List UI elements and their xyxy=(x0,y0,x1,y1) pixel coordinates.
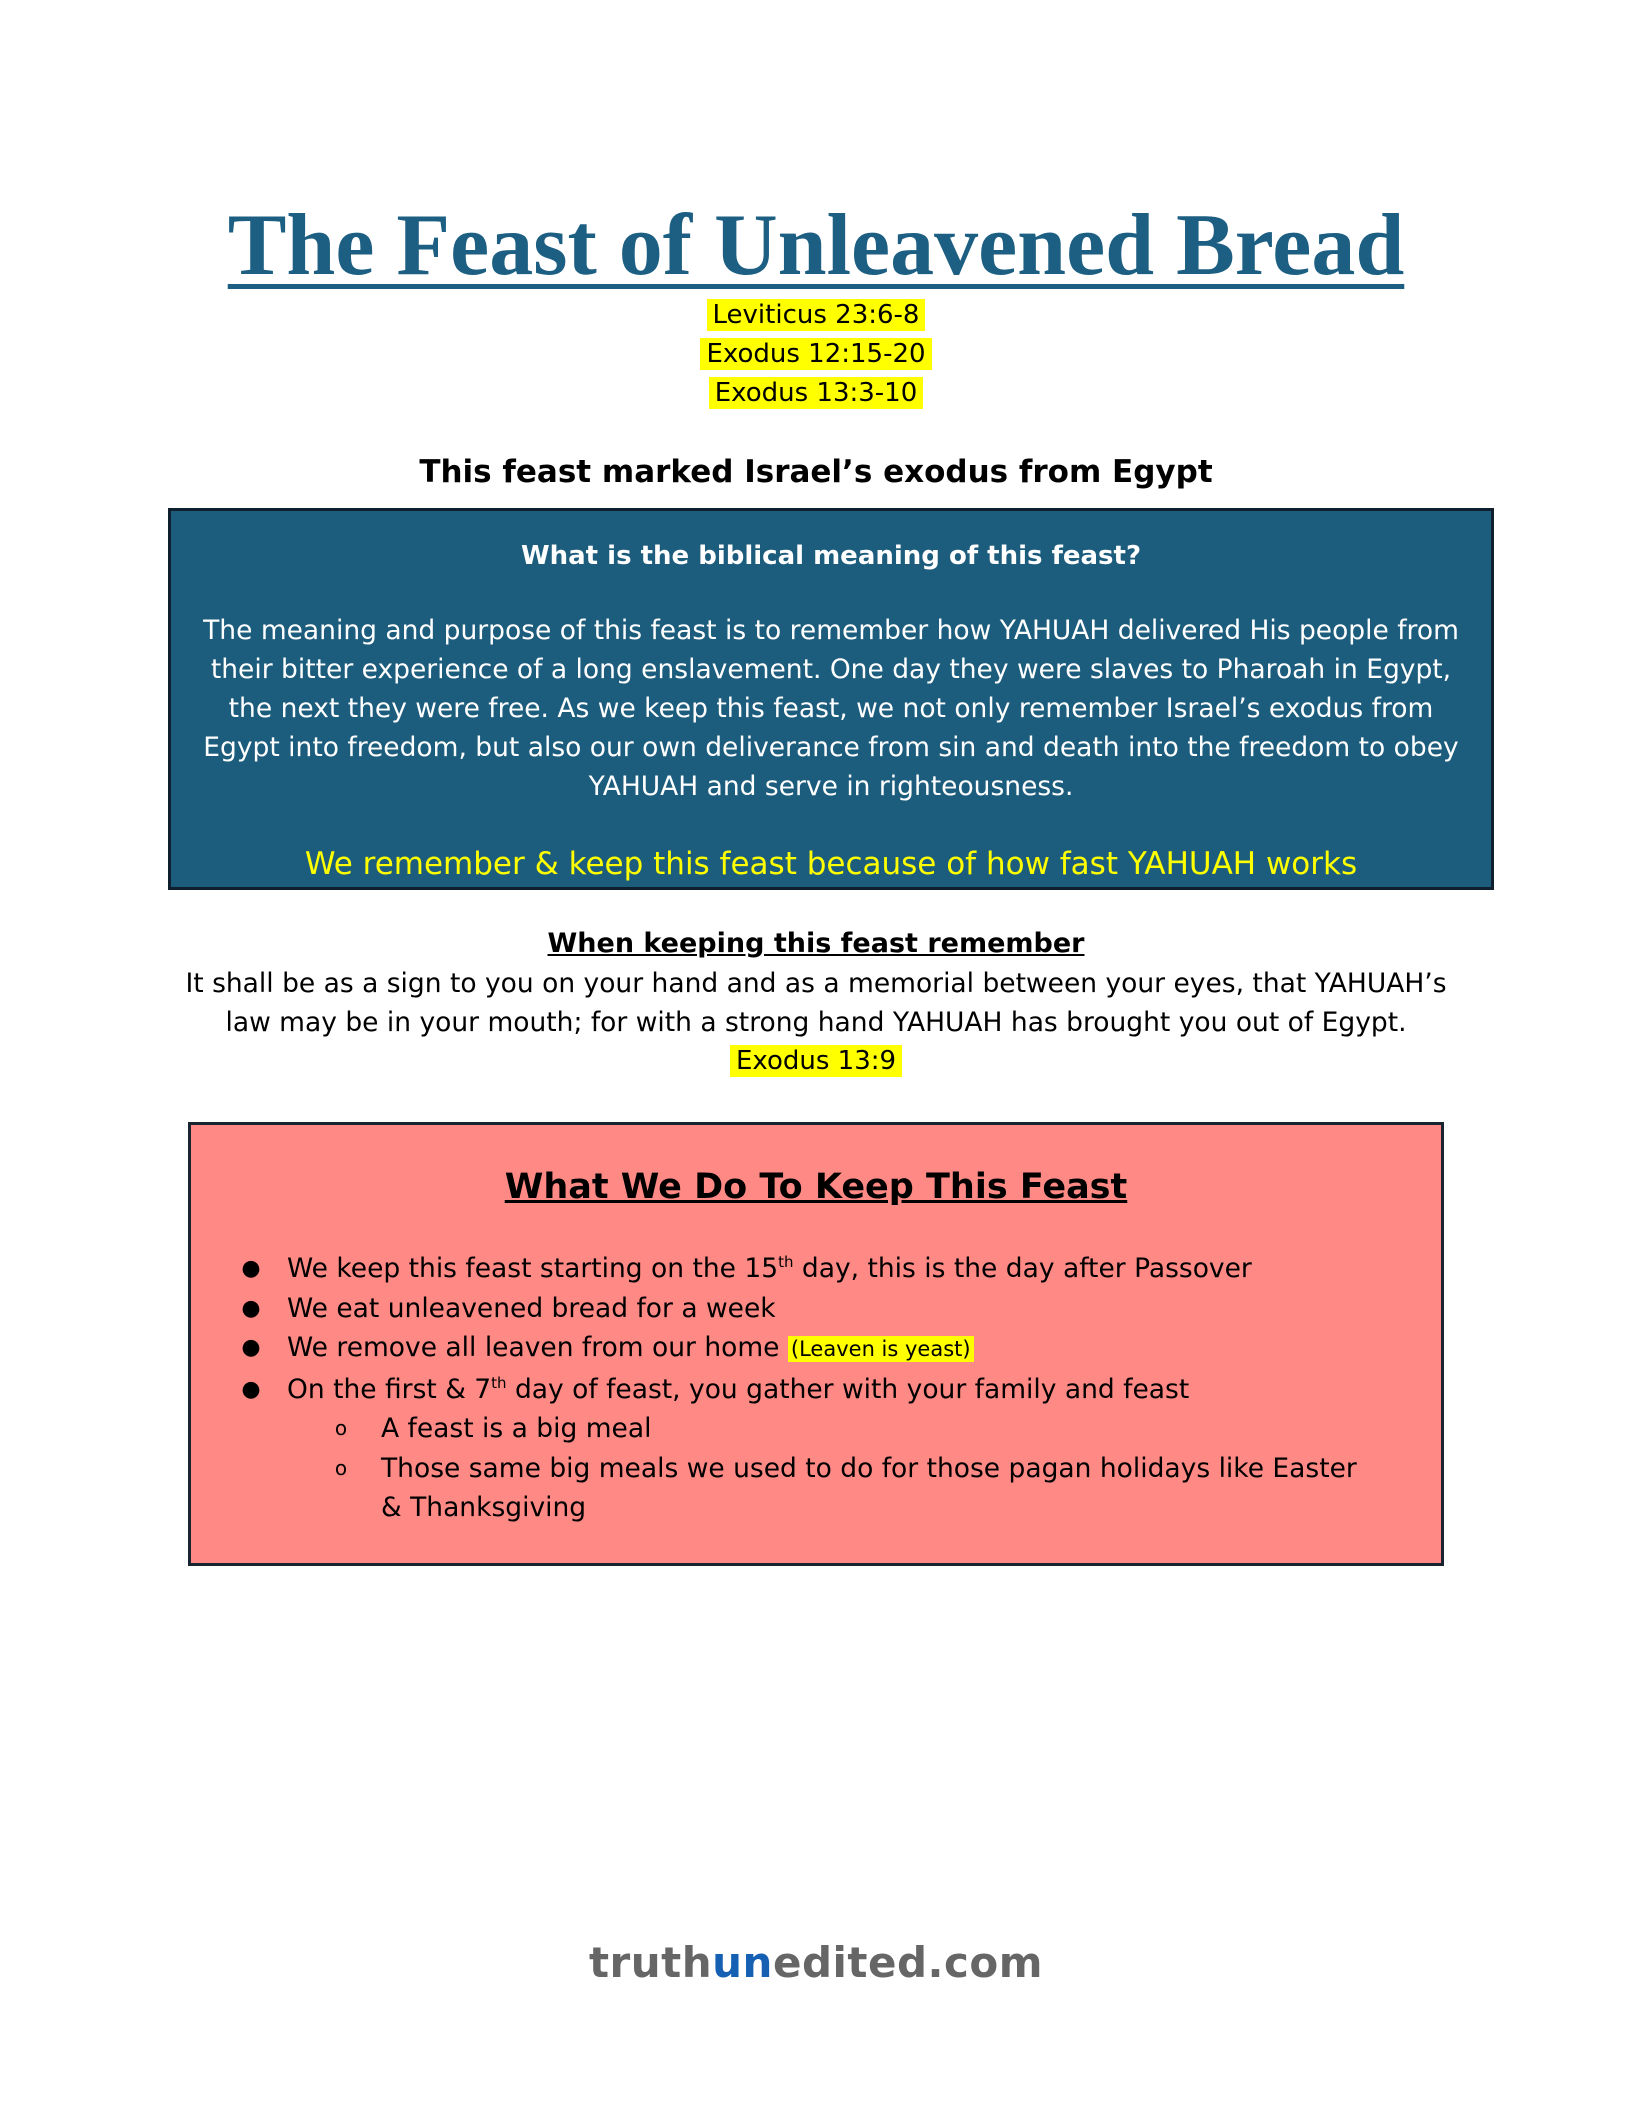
bullet-icon: ● xyxy=(241,1376,261,1402)
remember-heading: When keeping this feast remember xyxy=(547,928,1085,959)
keep-list xyxy=(191,1249,1441,1528)
subtitle: This feast marked Israel’s exodus from Egypt xyxy=(419,454,1213,490)
leaven-note: (Leaven is yeast) xyxy=(788,1336,974,1362)
circle-bullet-icon: o xyxy=(334,1455,348,1480)
site-logo: truthunedited.com xyxy=(588,1938,1044,1987)
keep-feast-box xyxy=(188,1122,1444,1566)
circle-bullet-icon: o xyxy=(334,1416,348,1440)
reference-exodus-13-9: Exodus 13:9 xyxy=(730,1045,902,1077)
scripture-references xyxy=(0,296,1632,413)
remember-text: It shall be as a sign to you on your hand and as a memorial between your eyes, that YAHUAH’s law may be in your mouth; for with a strong hand YAHUAH has brought you out of Egypt. xyxy=(185,968,1447,1038)
meaning-heading: What is the biblical meaning of this feast? xyxy=(520,541,1142,571)
reference-leviticus: Leviticus 23:6-8 xyxy=(707,299,926,331)
sub-list-item: o A feast is a big meal xyxy=(191,1409,1441,1449)
remember-section xyxy=(0,924,1632,1081)
bullet-icon: ● xyxy=(241,1295,261,1321)
keep-heading: What We Do To Keep This Feast xyxy=(504,1167,1128,1207)
bullet-icon: ● xyxy=(241,1335,261,1360)
list-item: ● We remove all leaven from our home (Leaven is yeast) xyxy=(191,1328,1441,1370)
list-item: ● We keep this feast starting on the 15th day, this is the day after Passover xyxy=(191,1249,1441,1289)
reference-exodus-13: Exodus 13:3-10 xyxy=(709,377,924,409)
page-title: The Feast of Unleavened Bread xyxy=(227,197,1405,294)
meaning-callout: We remember & keep this feast because of how fast YAHUAH works xyxy=(304,846,1358,882)
meaning-body: The meaning and purpose of this feast is to remember how YAHUAH delivered His people from their bitter experience of a long enslavement. One day they were slaves to Pharoah in Egypt, the next they were free. As we keep this feast, we not only remember Israel’s exodus from Egypt into freedom, but also our own deliverance from sin and death into the freedom to obey YAHUAH and serve in righteousness. xyxy=(203,615,1459,802)
bullet-icon: ● xyxy=(241,1256,261,1281)
reference-exodus-12: Exodus 12:15-20 xyxy=(700,338,931,370)
list-item: ● We eat unleavened bread for a week xyxy=(191,1289,1441,1329)
sub-list-item: o Those same big meals we used to do for those pagan holidays like Easter & Thanksgiving xyxy=(191,1449,1441,1528)
meaning-box xyxy=(168,508,1494,890)
list-item: ● On the first & 7th day of feast, you gather with your family and feast xyxy=(191,1370,1441,1410)
